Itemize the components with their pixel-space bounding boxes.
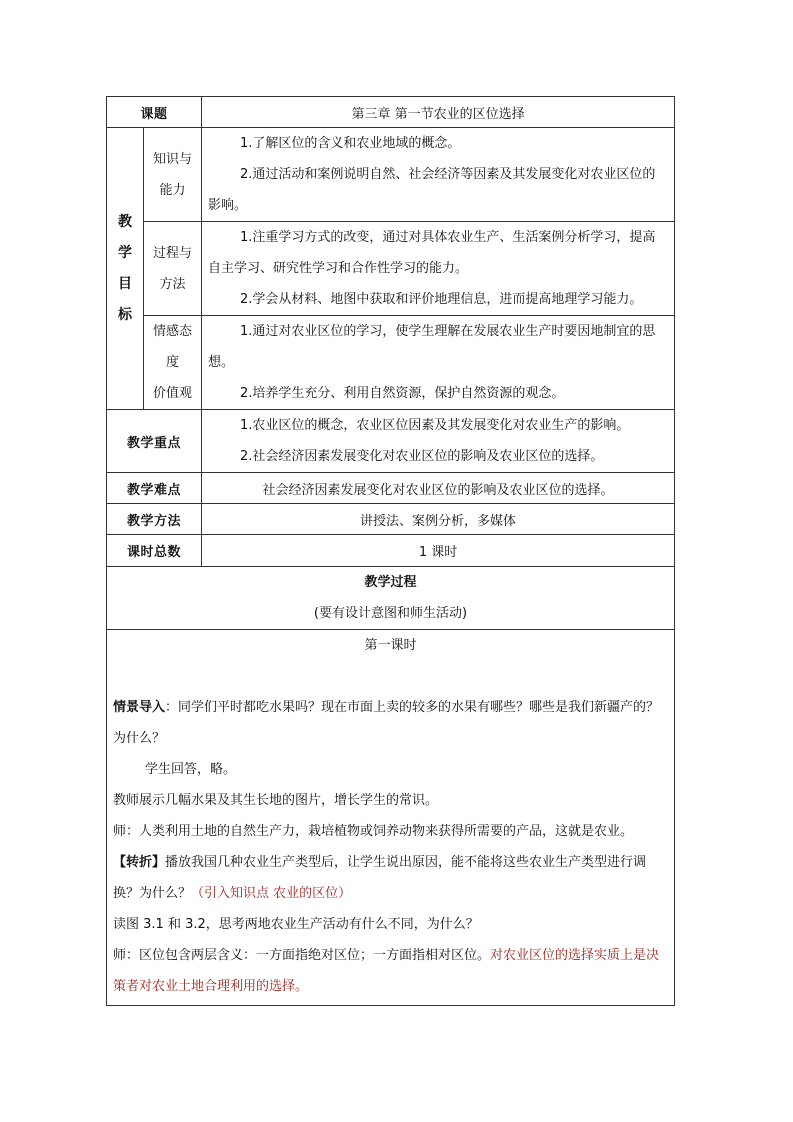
objective-item: 2.学会从材料、地图中获取和评价地理信息，进而提高地理学习能力。 [240, 292, 643, 307]
key-points-content [202, 410, 675, 473]
objective-row-knowledge [107, 128, 675, 222]
objectives-label-char: 教 [118, 213, 132, 230]
transition-label: 【转折】 [113, 855, 166, 870]
process-title: 教学过程 [364, 575, 417, 590]
teacher-statement-2-highlight: 对农业区位的选择实质上是决策者对农业土地合理利用的选择。 [113, 948, 660, 994]
teacher-statement-2-text: 师：区位包含两层含义：一方面指绝对区位；一方面指相对区位。 [113, 948, 491, 963]
objective-content-emotion [202, 316, 675, 410]
key-point-item: 2.社会经济因素发展变化对农业区位的影响及农业区位的选择。 [240, 449, 604, 464]
method-label: 教学方法 [107, 504, 202, 535]
difficulty-label: 教学难点 [107, 473, 202, 504]
sub-line: 价值观 [153, 386, 193, 401]
objective-item: 1.了解区位的含义和农业地域的概念。 [240, 136, 461, 151]
key-point-item: 1.农业区位的概念，农业区位因素及其发展变化对农业生产的影响。 [240, 418, 630, 433]
teacher-show: 教师展示几幅水果及其生长地的图片，增长学生的常识。 [113, 793, 439, 808]
process-title-cell [107, 567, 675, 630]
objective-content-process [202, 222, 675, 316]
intro-label: 情景导入 [113, 700, 166, 715]
method-text: 讲授法、案例分析，多媒体 [202, 504, 675, 535]
hours-label: 课时总数 [107, 535, 202, 567]
sub-line: 过程与 [153, 245, 193, 261]
transition-paragraph [113, 847, 668, 909]
transition-text: 播放我国几种农业生产类型后，让学生说出原因，能不能将这些农业生产类型进行调换？为什么？ [113, 855, 647, 901]
sub-line: 方法 [159, 276, 186, 292]
method-row [107, 504, 675, 535]
lesson-plan-table [106, 96, 675, 1006]
objective-sub-knowledge [144, 128, 202, 222]
objective-item: 1.通过对农业区位的学习，使学生理解在发展农业生产时要因地制宜的思想。 [208, 324, 656, 370]
transition-note: （引入知识点 农业的区位） [191, 886, 352, 901]
difficulty-text: 社会经济因素发展变化对农业区位的影响及农业区位的选择。 [202, 473, 675, 504]
intro-paragraph [113, 692, 668, 754]
key-points-label: 教学重点 [107, 410, 202, 473]
objective-sub-emotion [144, 316, 202, 410]
objective-row-emotion [107, 316, 675, 410]
sub-line: 度 [166, 355, 180, 370]
sub-line: 情感态 [153, 324, 193, 339]
objective-item: 2.培养学生充分、利用自然资源，保护自然资源的观念。 [240, 386, 565, 401]
objectives-label-char: 目 [118, 275, 132, 292]
objectives-label-char: 学 [118, 244, 132, 261]
difficulty-row [107, 473, 675, 504]
objective-item: 1.注重学习方式的改变，通过对具体农业生产、生活案例分析学习，提高自主学习、研究性学习和合作性学习的能力。 [208, 230, 656, 276]
objective-item: 2.通过活动和案例说明自然、社会经济等因素及其发展变化对农业区位的影响。 [208, 167, 656, 213]
hours-row [107, 535, 675, 567]
read-figure: 读图 3.1 和 3.2，思考两地农业生产活动有什么不同，为什么？ [113, 917, 479, 932]
blank-line [113, 661, 668, 692]
objective-content-knowledge [202, 128, 675, 222]
topic-label: 课题 [107, 97, 202, 128]
objectives-label [107, 128, 144, 410]
intro-text: ：同学们平时都吃水果吗？现在市面上卖的较多的水果有哪些？哪些是我们新疆产的？为什么？ [113, 700, 660, 746]
objectives-label-char: 标 [118, 306, 132, 323]
hours-text: 1 课时 [202, 535, 675, 567]
topic-title: 第三章 第一节农业的区位选择 [202, 97, 675, 128]
objective-sub-process [144, 222, 202, 316]
sub-line: 知识与 [153, 151, 193, 167]
sub-line: 能力 [159, 182, 186, 198]
student-answer: 学生回答，略。 [145, 762, 237, 777]
teacher-statement-1: 师：人类利用土地的自然生产力，栽培植物或饲养动物来获得所需要的产品，这就是农业。 [113, 824, 634, 839]
process-content-row [107, 630, 675, 1006]
header-row [107, 97, 675, 128]
process-content [107, 630, 675, 1006]
objective-row-process [107, 222, 675, 316]
process-title-row [107, 567, 675, 630]
lesson-number: 第一课时 [364, 638, 417, 653]
teacher-statement-2 [113, 940, 668, 1002]
key-points-row [107, 410, 675, 473]
process-subtitle: (要有设计意图和师生活动) [313, 606, 468, 621]
